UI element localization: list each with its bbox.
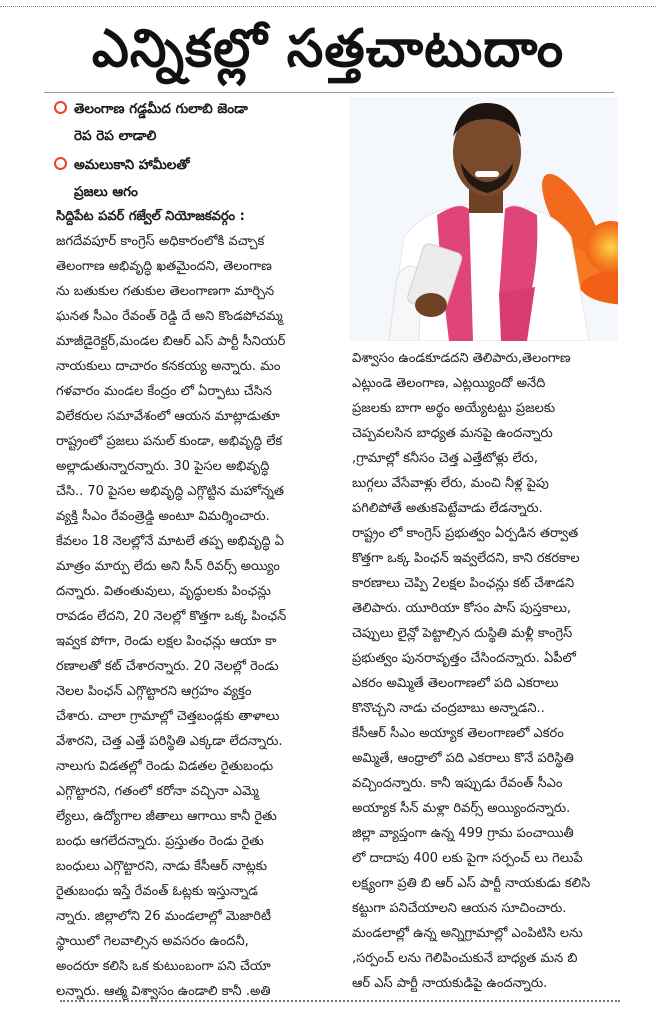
article-right-column <box>352 346 616 996</box>
article-line: అందరూ కలిసి ఒక కుటుంబంగా పని చేయా <box>56 959 271 974</box>
article-line: కొనొచ్చని నాడు చంద్రబాబు అన్నాడని.. <box>352 701 545 716</box>
article-line: ప్రజలకు బాగా అర్థం అయ్యేటట్టు ప్రజలకు <box>352 401 556 416</box>
headline: ఎన్నికల్లో సత్తచాటుదాం <box>91 19 565 79</box>
article-line: నాలుగు విడతల్లో రెండు విడతల రైతుబంధు <box>56 759 274 774</box>
article-line: విలేకరుల సమావేశంలో ఆయన మాట్లాడుతూ <box>56 409 280 424</box>
article-line: రైతుబంధు ఇస్తే రేవంత్ ఓట్లకు ఇస్తున్నాడ <box>56 884 258 899</box>
bullet-line: ప్రజలు ఆగం <box>74 184 138 200</box>
article-line: జిల్లా వ్యాప్తంగా ఉన్న 499 గ్రామ పంచాయితీ <box>352 826 574 841</box>
circle-bullet-icon <box>54 101 67 114</box>
article-line: తెలంగాణ అభివృద్ధి ఖతమైందని, తెలంగాణ <box>56 259 272 274</box>
article-line: ను బతుకుల గతుకుల తెలంగాణగా మార్చిన <box>56 284 275 299</box>
article-line: బుగ్గలు వేసేవాళ్లు లేరు, మంచి నీళ్ల పైపు <box>352 476 549 491</box>
article-line: లన్నారు. ఆత్మ విశ్వాసం ఉండాలి కానీ .అతి <box>56 984 271 999</box>
article-line: దన్నారు. వితంతువులు, వృద్ధులకు పింఛన్లు <box>56 584 271 599</box>
article-line: ప్రభుత్వం పునరావృత్తం చేసిందన్నారు. ఏపీలో <box>352 651 576 666</box>
article-line: అల్లాడుతున్నారన్నారు. 30 పైసల అభివృద్ధి <box>56 459 270 474</box>
left-column-lines <box>56 229 346 1004</box>
bullet-line: అమలుకాని హామీలతో <box>74 157 190 173</box>
leader-portrait-image <box>349 97 618 341</box>
article-line: బంధులు ఎగ్గొట్టారని, నాడు కేసీఆర్ నాట్లకు <box>56 859 268 874</box>
bullet-item <box>52 152 344 206</box>
article-line: చెప్పులు లైన్లో పెట్టాల్సిన దుస్థితి మళ్లీ కాంగ్రెస్ <box>352 626 573 641</box>
article-line: ,గ్రామాల్లో కనీసం చెత్త ఎత్తేటోళ్లు లేరు, <box>352 451 539 466</box>
article-line: స్థాయిలో గెలవాల్సిన అవసరం ఉందనీ, <box>56 934 249 949</box>
dateline: సిద్దిపేట పవర్ గజ్వేల్ నియోజకవర్గం : <box>56 209 245 224</box>
article-line: ఇవ్వక పోగా, రెండు లక్షల పింఛన్లు ఆయా కా <box>56 634 277 649</box>
article-line: మాజీడైరెక్టర్,మండల బిఆర్ ఎస్ పార్టీ సీనియర్ <box>56 334 286 349</box>
right-column-lines <box>352 346 616 996</box>
article-line: గళవారం మండల కేంద్రం లో ఏర్పాటు చేసిన <box>56 384 272 399</box>
article-line: వచ్చిందన్నారు. కానీ ఇప్పుడు రేవంత్ సీఎం <box>352 776 563 791</box>
article-line: లో దాదాపు 400 లకు పైగా సర్పంచ్ లు గెలుపే <box>352 851 583 866</box>
article-line: ఆర్ ఎస్ పార్టీ నాయకుడిపై ఉందన్నారు. <box>352 976 548 991</box>
article-line: మండలాల్లో ఉన్న అన్నిగ్రామాల్లో ఎంపిటిసి లను <box>352 926 583 941</box>
leader-photo <box>349 97 618 341</box>
article-line: కొత్తగా ఒక్క పింఛన్ ఇవ్వలేదని, కాని రకరకాల <box>352 551 580 566</box>
article-line: లక్ష్యంగా ప్రతి బి ఆర్ ఎస్ పార్టీ నాయకుడు కలిసి <box>352 876 591 891</box>
article-left-column <box>56 204 346 1004</box>
article-line: వ్యక్తి సీఎం రేవంత్రెడ్డి అంటూ విమర్శించారు. <box>56 509 270 524</box>
bullet-item <box>52 96 344 150</box>
article-line: రాష్ట్రం లో కాంగ్రెస్ ప్రభుత్వం ఏర్పడిన తర్వాత <box>352 526 579 541</box>
article-line: ఘనత సీఎం రేవంత్ రెడ్డి దే అని కొండపోచమ్మ <box>56 309 283 324</box>
article-line: మాత్రం మార్పు లేదు అని సీన్ రివర్స్ అయ్యిం <box>56 559 280 574</box>
article-line: ఎట్లుండె తెలంగాణ, ఎట్లయ్యిందో అనేది <box>352 376 546 391</box>
article-line: ఎకరం అమ్మితే తెలంగాణలో పది ఎకరాలు <box>352 676 559 691</box>
article-line: ల్యేలు, ఉద్యోగాల జీతాలు ఆగాయి కానీ రైతు <box>56 809 277 824</box>
article-line: ఎగ్గొట్టారని, గతంలో కరోనా వచ్చినా ఎమ్మె <box>56 784 259 799</box>
article-line: కేవలం 18 నెలల్లోనే మాటలే తప్ప అభివృద్ధి ఏ <box>56 534 284 549</box>
article-line: బంధు ఆగలేదన్నారు. ప్రస్తుతం రెండు రైతు <box>56 834 264 849</box>
bullet-list <box>52 96 344 208</box>
article-line: ,సర్పంచ్ లను గెలిపించుకునే బాధ్యత మన బి <box>352 951 578 966</box>
bullet-line: రెప రెప లాడాలి <box>74 128 157 144</box>
article-line: నెలల పింఛన్ ఎగ్గొట్టారని ఆగ్రహం వ్యక్తం <box>56 684 252 699</box>
article-line: పగిలిపోతే అతుకపెట్టేవాడు లేడన్నారు. <box>352 501 543 516</box>
article-line: విశ్వాసం ఉండకూడదని తెలిపారు,తెలంగాణ <box>352 351 571 366</box>
article-line: రణాలతో కట్ చేశారన్నారు. 20 నెలల్లో రెండు <box>56 659 279 674</box>
article-line: చెప్పవలసిన బాధ్యత మనపై ఉందన్నారు <box>352 426 553 441</box>
circle-bullet-icon <box>54 157 67 170</box>
article-line: అయ్యాక సీన్ మళ్లా రివర్స్ అయ్యిందన్నారు. <box>352 801 571 816</box>
article-line: తెలిపారు. యూరియా కోసం పాస్ పుస్తకాలు, <box>352 601 572 616</box>
article-line: నాయకులు దాచారం కనకయ్య అన్నారు. మం <box>56 359 281 374</box>
article-line: చేసి.. 70 పైసల అభివృద్ధి ఎగ్గొట్టిన మహోన్నత <box>56 484 285 499</box>
article-line: రాష్ట్రంలో ప్రజలు పనుల్ కుండా, అభివృద్ధి లేక <box>56 434 283 449</box>
article-line: కేసీఆర్ సీఎం అయ్యాక తెలంగాణలో ఎకరం <box>352 726 564 741</box>
footer-rule <box>60 1000 620 1002</box>
headline-rule <box>44 92 614 93</box>
article-line: కట్టుగా పనిచేయాలని ఆయన సూచించారు. <box>352 901 567 916</box>
article-line: రావడం లేదని, 20 నెలల్లో కొత్తగా ఒక్క పింఛన్ <box>56 609 287 624</box>
top-rule <box>0 0 656 7</box>
article-line: కారణాలు చెప్పి 2లక్షల పింఛన్లు కట్ చేశాడని <box>352 576 575 591</box>
article-line: వేశారని, చెత్త ఎత్తే పరిస్థితి ఎక్కడా లేదన్నారు. <box>56 734 283 749</box>
article-line: జగదేవపూర్ కాంగ్రెస్ అధికారంలోకి వచ్చాక <box>56 234 265 249</box>
article-line: చేశారు. చాలా గ్రామాల్లో చెత్తబండ్లకు తాళాలు <box>56 709 280 724</box>
article-line: అమ్మితే, ఆంధ్రాలో పది ఎకరాలు కొనే పరిస్థితి <box>352 751 574 766</box>
bullet-line: తెలంగాణ గడ్డమీద గులాబి జెండా <box>74 101 248 117</box>
article-line: న్నారు. జిల్లాలోని 26 మండలాల్లో మెజారిటీ <box>56 909 272 924</box>
